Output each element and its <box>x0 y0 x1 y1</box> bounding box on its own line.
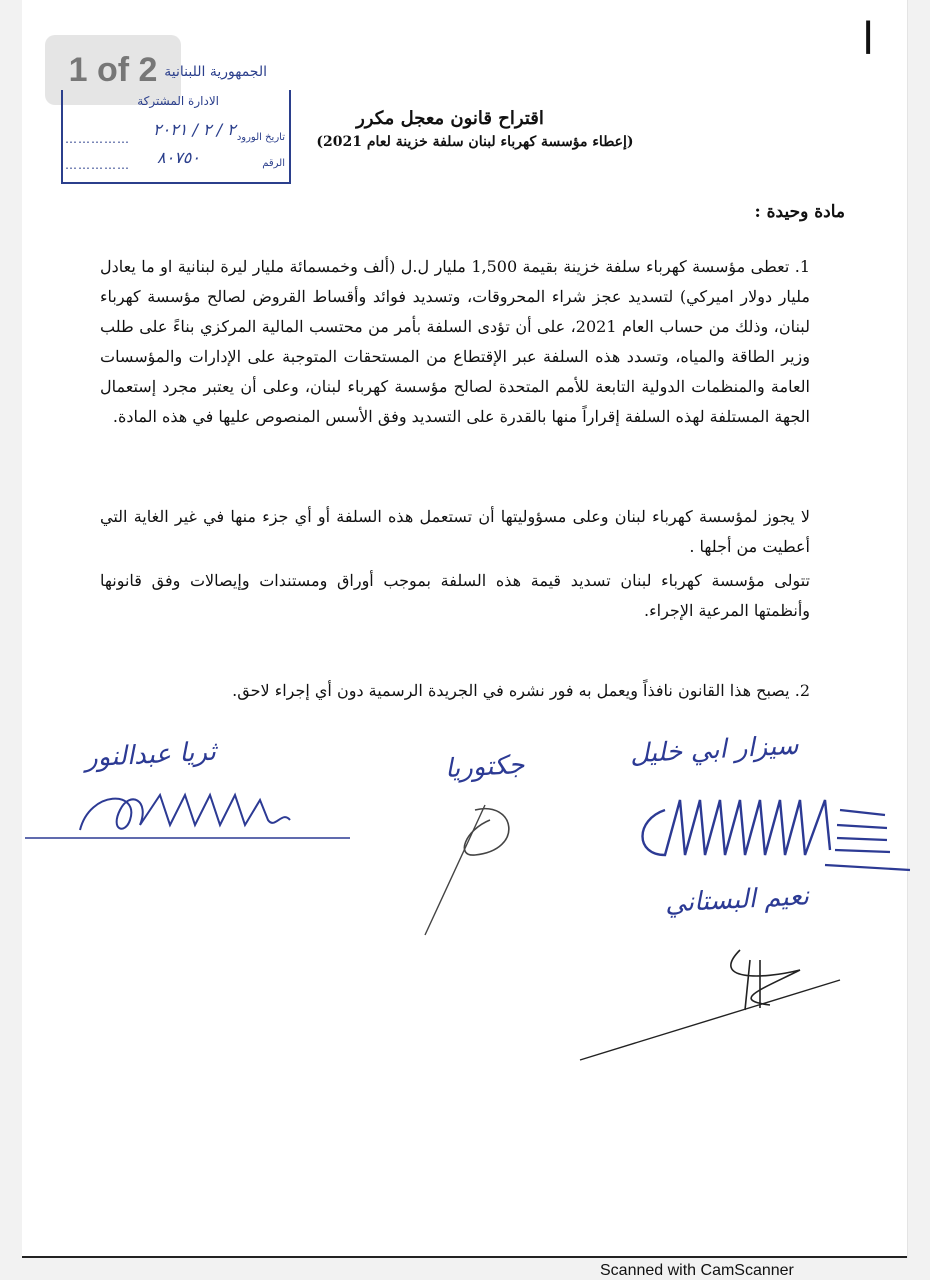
page-indicator-badge: 1 of 2 <box>45 35 181 105</box>
article-paragraph-1: 1. تعطى مؤسسة كهرباء سلفة خزينة بقيمة 1,500 مليار ل.ل (ألف وخمسمائة مليار ليرة لبنانية او ما يعادل مليار دولار اميركي) لتسديد عجز شراء المحروقات، وتسديد فوائد وأقساط القروض لصالح مؤسسة كهرباء لبنان، وذلك من حساب العام 2021، على أن تؤدى السلفة بأمر من محتسب المالية المركزي بناءً على طلب وزير الطاقة والمياه، وتسدد هذه السلفة عبر الإقتطاع من المستحقات المتوجبة على الإدارات والمؤسسات العامة والمنظمات الدولية التابعة للأمم المتحدة لصالح مؤسسة كهرباء لبنان، وعلى أن يعتبر مجرد إستعمال الجهة المستلفة لهذه السلفة إقراراً منها بالقدرة على التسديد وفق الأسس المنصوص عليها في هذه المادة. <box>100 257 810 426</box>
signature-right-mark <box>625 780 915 880</box>
signature-center-name: جكتوريا <box>444 749 526 785</box>
scanner-watermark: Scanned with CamScanner <box>600 1262 794 1279</box>
document-subtitle: (إعطاء مؤسسة كهرباء لبنان سلفة خزينة لعام 2021) <box>316 134 634 150</box>
stamp-date-value: ٢ / ٢ / ٢٠٢١ <box>153 120 236 139</box>
stamp-administration-label: الادارة المشتركة <box>137 94 219 108</box>
stamp-number-value: ٨٠٧٥٠ <box>157 148 200 167</box>
signature-center-mark <box>415 790 545 940</box>
signature-left-mark <box>20 780 360 860</box>
signature-right-name: سيزار ابي خليل <box>629 730 800 770</box>
signature-lower-mark <box>560 920 850 1070</box>
stamp-date-label: تاريخ الورود <box>236 132 285 143</box>
signature-lower-name: نعيم البستاني <box>664 881 810 919</box>
article-paragraph-4: 2. يصبح هذا القانون نافذاً ويعمل به فور نشره في الجريدة الرسمية دون أي إجراء لاحق. <box>232 681 810 700</box>
article-heading: مادة وحيدة : <box>754 202 845 222</box>
page-bottom-rule <box>22 1256 907 1258</box>
stamp-republic-label: الجمهورية اللبنانية <box>164 64 267 80</box>
stamp-number-dots: …………… <box>65 158 130 172</box>
signature-left-name: ثريا عبدالنور <box>84 736 217 774</box>
document-title: اقتراح قانون معجل مكرر <box>356 108 544 129</box>
article-paragraph-3: تتولى مؤسسة كهرباء لبنان تسديد قيمة هذه السلفة بموجب أوراق ومستندات وإيصالات وفق قانونها وأنظمتها المرعية الإجراء. <box>100 571 810 620</box>
stamp-date-dots: …………… <box>65 132 130 146</box>
stamp-number-label: الرقم <box>262 158 285 169</box>
page-number-mark: ا <box>862 14 875 65</box>
registry-stamp <box>61 62 289 184</box>
article-paragraph-2: لا يجوز لمؤسسة كهرباء لبنان وعلى مسؤوليتها أن تستعمل هذه السلفة أو أي جزء منها في غير الغاية التي أعطيت من أجلها . <box>100 507 810 556</box>
